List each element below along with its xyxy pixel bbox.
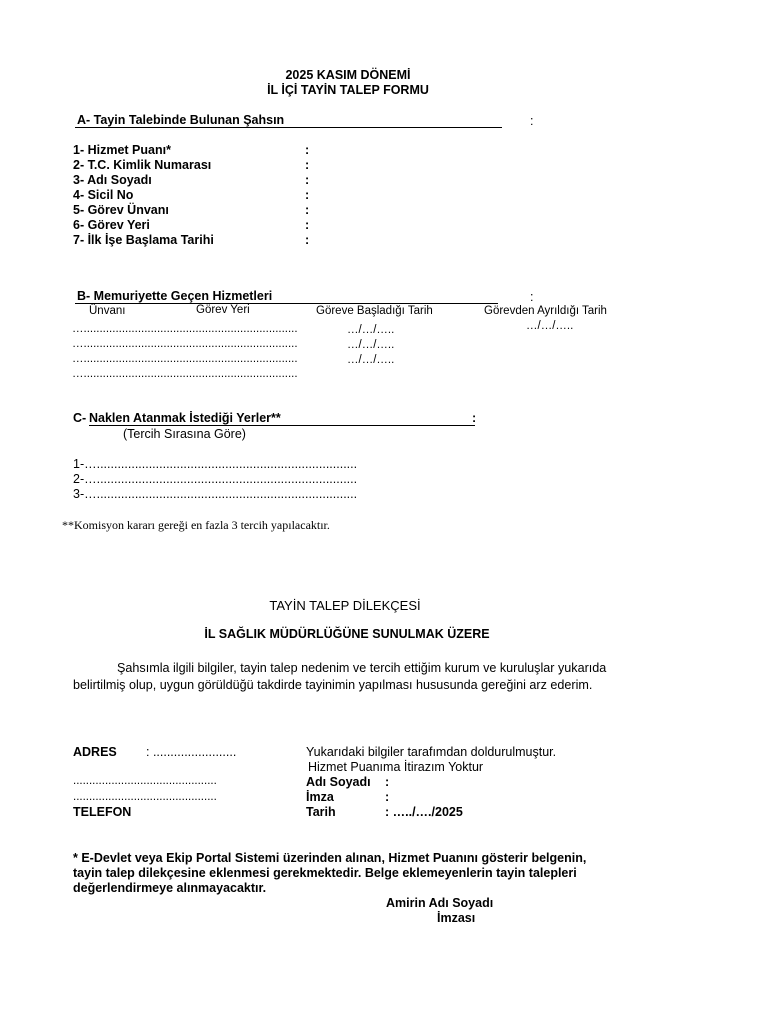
field-ilk-ise-baslama-colon: : xyxy=(305,233,310,247)
service-row-dots: …................................................................... xyxy=(72,353,298,365)
field-ilk-ise-baslama-label: 7- İlk İşe Başlama Tarihi xyxy=(73,233,214,247)
address-line-2: ............................................. xyxy=(73,775,217,787)
service-row-start-date: …/…/….. xyxy=(347,324,395,336)
address-value: : ........................ xyxy=(146,745,237,759)
section-a-colon: : xyxy=(530,114,534,128)
service-row-end-date: …/…/….. xyxy=(526,320,574,332)
field-hizmet-puani-label: 1- Hizmet Puanı* xyxy=(73,143,171,157)
section-a-title: A- Tayin Talebinde Bulunan Şahsın xyxy=(77,113,285,127)
signature-colon: : xyxy=(385,790,390,804)
approver-name-label: Amirin Adı Soyadı xyxy=(386,896,494,910)
column-gorev-yeri: Görev Yeri xyxy=(196,304,250,316)
date-label: Tarih xyxy=(306,805,336,819)
note-line-2: tayin talep dilekçesine eklenmesi gerekmektedir. Belge eklemeyenlerin tayin talepleri xyxy=(73,866,577,880)
preference-item-1: 1-…........................................................................... xyxy=(73,457,358,471)
section-a-underline xyxy=(75,127,502,128)
field-sicil-no-colon: : xyxy=(305,188,310,202)
preference-footnote: **Komisyon kararı gereği en fazla 3 tercih yapılacaktır. xyxy=(62,518,330,532)
section-b-underline xyxy=(75,303,498,304)
petition-body-line2: belirtilmiş olup, uygun görüldüğü takdirde tayinimin yapılması hususunda gereğini arz ederim. xyxy=(73,678,593,692)
form-title: İL İÇİ TAYİN TALEP FORMU xyxy=(267,83,429,97)
field-tc-kimlik-colon: : xyxy=(305,158,310,172)
filled-by-statement: Yukarıdaki bilgiler tarafımdan doldurulmuştur. xyxy=(306,745,557,759)
column-goreve-basladigi-tarih: Göreve Başladığı Tarih xyxy=(316,305,433,317)
field-hizmet-puani-colon: : xyxy=(305,143,310,157)
signature-label: İmza xyxy=(306,790,334,804)
section-b-colon: : xyxy=(530,290,534,304)
petition-title: TAYİN TALEP DİLEKÇESİ xyxy=(269,598,421,613)
phone-label: TELEFON xyxy=(73,805,132,819)
field-gorev-unvani-colon: : xyxy=(305,203,310,217)
petition-addressee: İL SAĞLIK MÜDÜRLÜĞÜNE SUNULMAK ÜZERE xyxy=(204,627,490,641)
field-adi-soyadi-label: 3- Adı Soyadı xyxy=(73,173,152,187)
section-c-subtitle: (Tercih Sırasına Göre) xyxy=(123,427,246,441)
field-adi-soyadi-colon: : xyxy=(305,173,310,187)
no-objection-statement: Hizmet Puanıma İtirazım Yoktur xyxy=(308,760,484,774)
preference-item-3: 3-…........................................................................... xyxy=(73,487,358,501)
address-line-3: ............................................. xyxy=(73,791,217,803)
field-gorev-yeri-label: 6- Görev Yeri xyxy=(73,218,150,232)
name-label: Adı Soyadı xyxy=(306,775,371,789)
service-row-dots: …................................................................... xyxy=(72,368,298,380)
service-row-dots: …................................................................... xyxy=(72,323,298,335)
note-line-3: değerlendirmeye alınmayacaktır. xyxy=(73,881,267,895)
name-colon: : xyxy=(385,775,390,789)
section-b-title: B- Memuriyette Geçen Hizmetleri xyxy=(77,289,273,303)
section-c-title: Naklen Atanmak İstediği Yerler** xyxy=(89,411,281,425)
date-value: : …../…./2025 xyxy=(385,805,463,819)
address-label: ADRES xyxy=(73,745,117,759)
section-c-prefix: C- xyxy=(73,411,87,425)
service-row-start-date: …/…/….. xyxy=(347,339,395,351)
service-row-start-date: …/…/….. xyxy=(347,354,395,366)
field-tc-kimlik-label: 2- T.C. Kimlik Numarası xyxy=(73,158,212,172)
approver-signature-label: İmzası xyxy=(437,911,476,925)
form-period: 2025 KASIM DÖNEMİ xyxy=(285,68,411,82)
preference-item-2: 2-…........................................................................... xyxy=(73,472,358,486)
section-c-underline xyxy=(89,425,475,426)
note-line-1: * E-Devlet veya Ekip Portal Sistemi üzerinden alınan, Hizmet Puanını gösterir belgenin, xyxy=(73,851,587,865)
column-unvani: Ünvanı xyxy=(89,305,126,317)
column-gorevden-ayrildigi-tarih: Görevden Ayrıldığı Tarih xyxy=(484,305,607,317)
field-gorev-unvani-label: 5- Görev Ünvanı xyxy=(73,203,169,217)
section-c-colon: : xyxy=(472,411,477,425)
petition-body-line1: Şahsımla ilgili bilgiler, tayin talep nedenim ve tercih ettiğim kurum ve kuruluşlar yukarıda xyxy=(117,661,607,675)
field-sicil-no-label: 4- Sicil No xyxy=(73,188,134,202)
field-gorev-yeri-colon: : xyxy=(305,218,310,232)
service-row-dots: …................................................................... xyxy=(72,338,298,350)
